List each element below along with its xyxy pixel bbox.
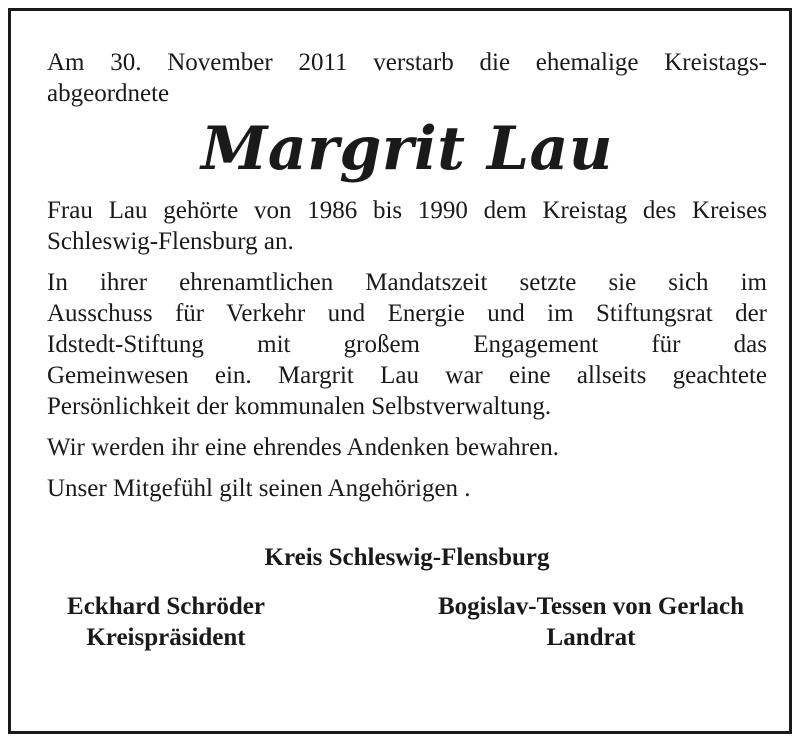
engagement-line: Gemeinwesen ein. Margrit Lau war eine allseits geachtete: [47, 362, 767, 389]
notice-content: [47, 47, 767, 653]
intro-text-line1: Am 30. November 2011 verstarb die ehemalige Kreistags-: [47, 49, 767, 76]
paragraph-remembrance: Wir werden ihr eine ehrendes Andenken bewahren.: [47, 434, 559, 461]
deceased-name: Margrit Lau: [200, 114, 614, 184]
engagement-line: In ihrer ehrenamtlichen Mandatszeit setzte sie sich im: [47, 269, 767, 296]
paragraph-membership: Frau Lau gehörte von 1986 bis 1990 dem Kreistag des Kreises Schleswig-Flensburg an.: [47, 197, 767, 255]
signer-right: [411, 591, 771, 653]
paragraph-engagement: [47, 267, 767, 422]
signer-right-title: Landrat: [546, 624, 636, 651]
signers-row: [47, 591, 767, 653]
organization-name: Kreis Schleswig-Flensburg: [264, 544, 550, 571]
intro-text-line2: abgeordnete: [47, 80, 170, 107]
engagement-line: Ausschuss für Verkehr und Energie und im Stiftungsrat der: [47, 300, 767, 327]
engagement-line: Idstedt-Stiftung mit großem Engagement für das: [47, 331, 767, 358]
signer-right-name: Bogislav-Tessen von Gerlach: [437, 593, 745, 620]
signer-left-title: Kreispräsident: [86, 624, 246, 651]
signer-left: [41, 591, 291, 653]
notice-frame: [8, 8, 792, 734]
engagement-line-last: Persönlichkeit der kommunalen Selbstverwaltung.: [47, 393, 552, 420]
signer-left-name: Eckhard Schröder: [67, 593, 265, 620]
paragraph-condolence: Unser Mitgefühl gilt seinen Angehörigen .: [47, 475, 471, 502]
